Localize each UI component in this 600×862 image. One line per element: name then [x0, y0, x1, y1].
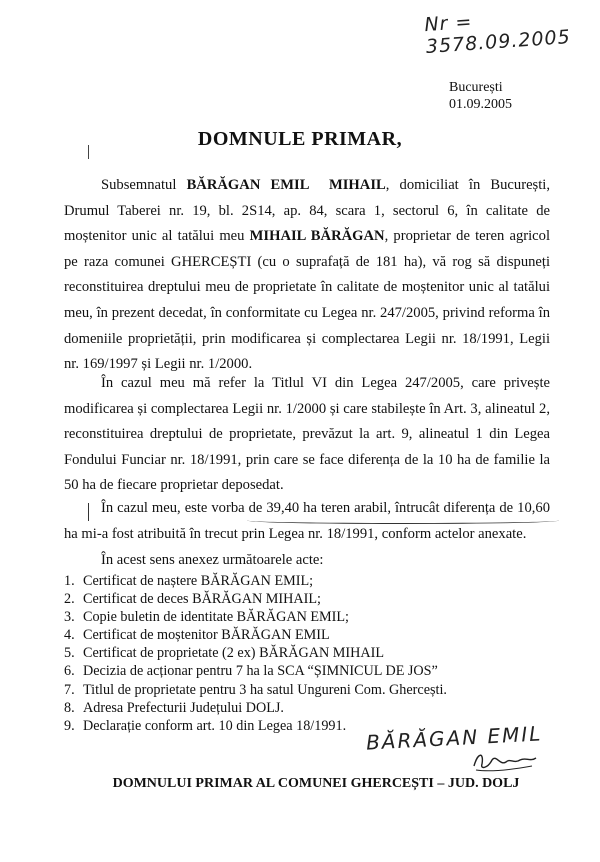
city: București	[449, 80, 503, 95]
request-text-2: , proprietar de teren agricol pe raza comunei GHERCEȘTI (cu o suprafață de 181 ha), vă rog să dispuneți reconstituirea dreptului meu de proprietate în calitate de moștenitor unic al tatălui meu, în prezent decedat, în conformitate cu Legea nr. 247/2005, privind reforma în domeniile proprietății, prin modificarea și complectarea Legii nr. 18/1991, Legii nr. 169/1997 și Legii nr. 1/2000.	[64, 228, 551, 373]
list-item: 1. Certificat de naștere BĂRĂGAN EMIL;	[64, 573, 314, 589]
paragraph-legal-basis	[64, 371, 550, 499]
signature-scribble	[470, 748, 540, 774]
handwritten-registration-number: Nr = 3578.09.2005	[423, 10, 572, 59]
list-item: 3. Copie buletin de identitate BĂRĂGAN EMIL;	[64, 609, 349, 626]
paragraph-claim	[64, 496, 550, 547]
place-and-date	[449, 79, 512, 113]
list-item: 6. Decizia de acționar pentru 7 ha la SCA “ȘIMNICUL DE JOS”	[64, 663, 438, 680]
list-item: 9. Declarație conform art. 10 din Legea 18/1991.	[64, 717, 347, 734]
intro-text: Subsemnatul	[101, 177, 177, 193]
claim-text: În cazul meu, este vorba de 39,40 ha teren arabil, întrucât diferența de 10,60 ha mi-a fost atribuită în trecut prin Legea nr. 18/1991, conform actelor anexate.	[64, 500, 550, 542]
date: 01.09.2005	[449, 97, 512, 112]
attachments-intro-text: În acest sens anexez următoarele acte:	[101, 552, 324, 568]
paragraph-request	[64, 173, 550, 378]
document-title: DOMNULE PRIMAR,	[197, 128, 403, 150]
addressee-footer: DOMNULUI PRIMAR AL COMUNEI GHERCEȘTI – JUD. DOLJ	[112, 776, 520, 791]
list-item: 4. Certificat de moștenitor BĂRĂGAN EMIL	[64, 627, 330, 644]
list-item: 8. Adresa Prefecturii Județului DOLJ.	[64, 699, 284, 716]
paragraph-attachments-intro	[64, 548, 550, 574]
legal-basis-text: În cazul meu mă refer la Titlul VI din Legea 247/2005, care privește modificarea și complectarea Legii nr. 1/2000 și care stabilește în Art. 3, alineatul 2, reconstituirea dreptului de proprietate, prevăzut la art. 9, alineatul 1 din Legea Fondului Funciar nr. 18/1991, prin care se face diferența de la 10 ha de familie la 50 ha de fiecare proprietar deposedat.	[64, 375, 550, 494]
list-item: 2. Certificat de deces BĂRĂGAN MIHAIL;	[64, 591, 321, 608]
attachments-list	[64, 572, 447, 735]
father-name: MIHAIL BĂRĂGAN	[249, 228, 385, 245]
handwritten-signature-name: BĂRĂGAN EMIL	[365, 721, 543, 755]
list-item: 7. Titlul de proprietate pentru 3 ha satul Ungureni Com. Ghercești.	[64, 681, 447, 698]
list-item: 5. Certificat de proprietate (2 ex) BĂRĂGAN MIHAIL	[64, 645, 384, 662]
applicant-name: BĂRĂGAN EMIL MIHAIL	[186, 177, 386, 193]
margin-mark	[88, 145, 89, 159]
request-text-1: , domiciliat în București, Drumul Taberei nr. 19, bl. 2S14, ap. 84, scara 1, sectorul 6, în calitate de moștenitor unic al tatălui meu	[64, 177, 550, 245]
